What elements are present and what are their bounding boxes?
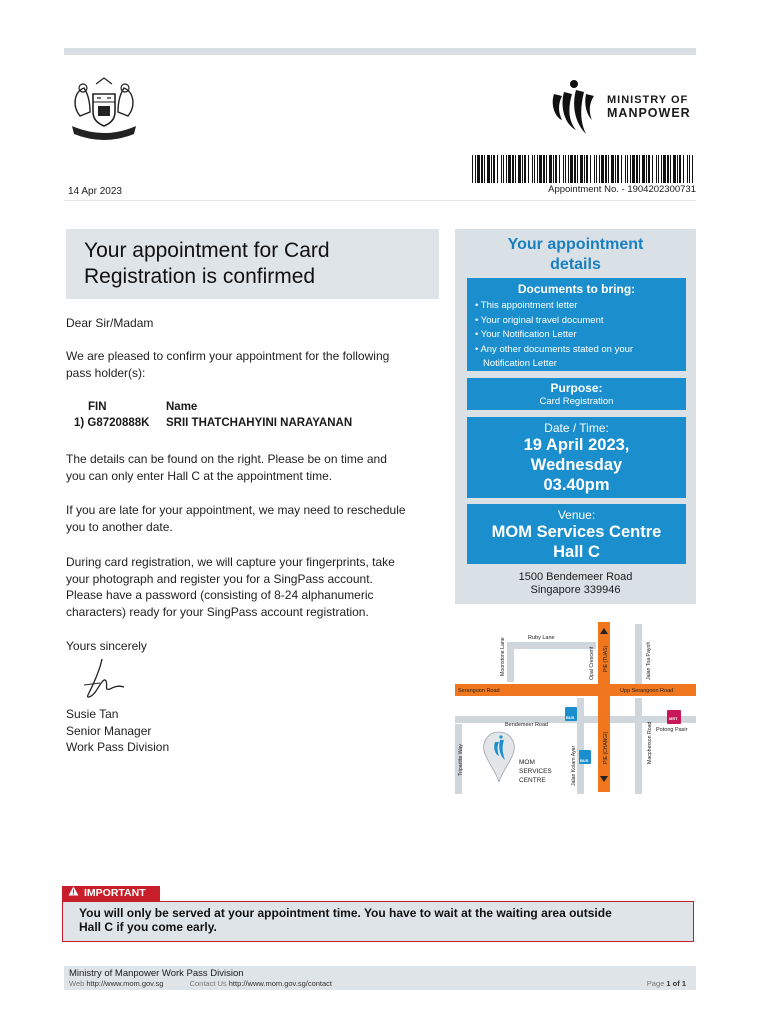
para-registration-line3: Please have a password (consisting of 8-24 alphanumeric: [66, 588, 374, 602]
para-late-line2: you to another date.: [66, 519, 173, 534]
signer-name: Susie Tan: [66, 707, 119, 721]
tripartite-way-label: Tripartite Way: [458, 744, 464, 776]
details-title: [455, 235, 696, 275]
documents-heading: Documents to bring:: [517, 282, 636, 296]
table-header: [74, 399, 352, 415]
list-item: • Your original travel document: [475, 314, 604, 326]
mom-centre-label1: MOM: [519, 759, 535, 766]
datetime-date: 19 April 2023,: [523, 436, 630, 454]
para-registration: [66, 554, 395, 620]
contact-link[interactable]: http://www.mom.gov.sg/contact: [228, 979, 333, 988]
para-late: [66, 502, 406, 535]
important-label: IMPORTANT: [84, 887, 146, 899]
venue-box: [467, 504, 686, 564]
important-tab: [62, 886, 160, 901]
opal-crescent-label: Opal Crescent: [589, 646, 595, 680]
purpose-value: Card Registration: [539, 396, 614, 407]
page-label: Page: [646, 979, 665, 988]
footer: [64, 966, 696, 990]
mrt-label: MRT: [669, 716, 678, 721]
bus-label: BUS: [566, 715, 575, 720]
datetime-box: [467, 417, 686, 498]
para-confirm: [66, 348, 389, 381]
kolam-ayer-road: [577, 698, 584, 794]
important-line1: You will only be served at your appointment time. You have to wait at the waiting area outside: [79, 906, 612, 920]
table-row: [74, 415, 352, 431]
datetime-heading: Date / Time:: [544, 421, 609, 435]
macpherson-road: [635, 698, 642, 794]
important-notice: [62, 901, 694, 942]
bendemeer-road-label: Bendemeer Road: [505, 722, 549, 728]
address-line2: Singapore 339946: [530, 584, 621, 596]
letter-date: 14 Apr 2023: [68, 186, 122, 197]
footer-title: Ministry of Manpower Work Pass Division: [69, 968, 244, 979]
mom-centre-label2: SERVICES: [519, 768, 552, 775]
toa-payoh-label: Jalan Toa Payoh: [646, 641, 652, 680]
moonstone-lane-road: [507, 642, 514, 682]
contact-label: Contact Us: [189, 979, 227, 988]
venue-name: MOM Services Centre: [491, 523, 662, 541]
details-title-line1: Your appointment: [507, 236, 644, 253]
web-link[interactable]: http://www.mom.gov.sg: [86, 979, 164, 988]
kolam-ayer-label: Jalan Kolam Ayer: [571, 745, 577, 786]
pie-tuas-label: PIE (TUAS): [603, 645, 609, 672]
venue-heading: Venue:: [557, 508, 596, 522]
para-registration-line1: During card registration, we will capture your fingerprints, take: [66, 555, 395, 569]
holder-fin: 1) G8720888K: [74, 417, 150, 429]
macpherson-road-label: Macpherson Road: [647, 721, 653, 764]
appointment-barcode: [472, 155, 696, 183]
pass-holder-table: [74, 399, 352, 431]
list-item: Notification Letter: [483, 358, 557, 369]
purpose-heading: Purpose:: [550, 381, 603, 395]
web-label: Web: [69, 979, 85, 988]
holder-name: SRII THATCHAHYINI NARAYANAN: [166, 417, 353, 429]
ministry-line1: MINISTRY OF: [607, 94, 689, 106]
appointment-number: Appointment No. - 1904202300731: [548, 184, 696, 195]
venue-address: [455, 571, 696, 597]
signature: [80, 655, 130, 701]
bus-label: BUS: [580, 758, 589, 763]
fin-header: FIN: [88, 401, 107, 413]
signer-block: [66, 706, 169, 756]
toa-payoh-road: [635, 624, 642, 684]
potong-pasir-label: Potong Pasir: [656, 727, 688, 733]
header-divider: [64, 200, 696, 201]
signer-division: Work Pass Division: [66, 740, 170, 754]
para-registration-line2: your photograph and register you for a SingPass account.: [66, 571, 373, 586]
page-title: [66, 229, 439, 299]
title-line2: Registration is confirmed: [84, 265, 316, 288]
para-confirm-line1: We are pleased to confirm your appointment for the following: [66, 349, 390, 363]
title-line1: Your appointment for Card: [84, 239, 330, 262]
closing: Yours sincerely: [66, 639, 147, 653]
list-item: • Any other documents stated on your: [475, 343, 634, 355]
pie-changi-label: PIE (CHANGI): [603, 731, 609, 764]
top-bar: [64, 48, 696, 55]
name-header: Name: [166, 401, 198, 413]
details-title-line2: details: [550, 256, 601, 273]
important-line2: Hall C if you come early.: [79, 920, 217, 934]
list-item: • Your Notification Letter: [475, 329, 577, 340]
datetime-time: 03.40pm: [543, 476, 610, 494]
ministry-line2: MANPOWER: [607, 106, 691, 120]
page-indicator: [647, 979, 686, 988]
para-registration-line4: characters) ready for your SingPass account registration.: [66, 604, 369, 619]
page-value: 1 of 1: [666, 979, 686, 988]
datetime-day: Wednesday: [530, 456, 623, 474]
para-details-line2: you can only enter Hall C at the appointment time.: [66, 468, 333, 483]
warning-icon: [68, 886, 79, 901]
singapore-crest-logo: [66, 76, 142, 142]
mom-centre-label3: CENTRE: [519, 777, 546, 784]
purpose-box: [467, 378, 686, 410]
moonstone-lane-label: Moonstone Lane: [500, 637, 506, 676]
upp-serangoon-label: Upp Serangoon Road: [620, 688, 674, 694]
address-line1: 1500 Bendemeer Road: [518, 571, 633, 583]
location-map: [455, 614, 696, 796]
signer-title: Senior Manager: [66, 723, 152, 738]
venue-hall: Hall C: [553, 543, 600, 561]
ruby-lane-label: Ruby Lane: [528, 635, 555, 641]
documents-box: [467, 278, 686, 371]
serangoon-road-label: Serangoon Road: [458, 688, 500, 694]
ministry-name: [607, 94, 691, 120]
greeting: Dear Sir/Madam: [66, 316, 154, 330]
footer-links: [69, 979, 332, 988]
para-late-line1: If you are late for your appointment, we may need to reschedule: [66, 503, 406, 517]
list-item: • This appointment letter: [475, 300, 578, 311]
para-confirm-line2: pass holder(s):: [66, 365, 146, 380]
para-details-line1: The details can be found on the right. Please be on time and: [66, 452, 387, 466]
para-details: [66, 451, 387, 484]
ruby-lane-road: [510, 642, 596, 649]
